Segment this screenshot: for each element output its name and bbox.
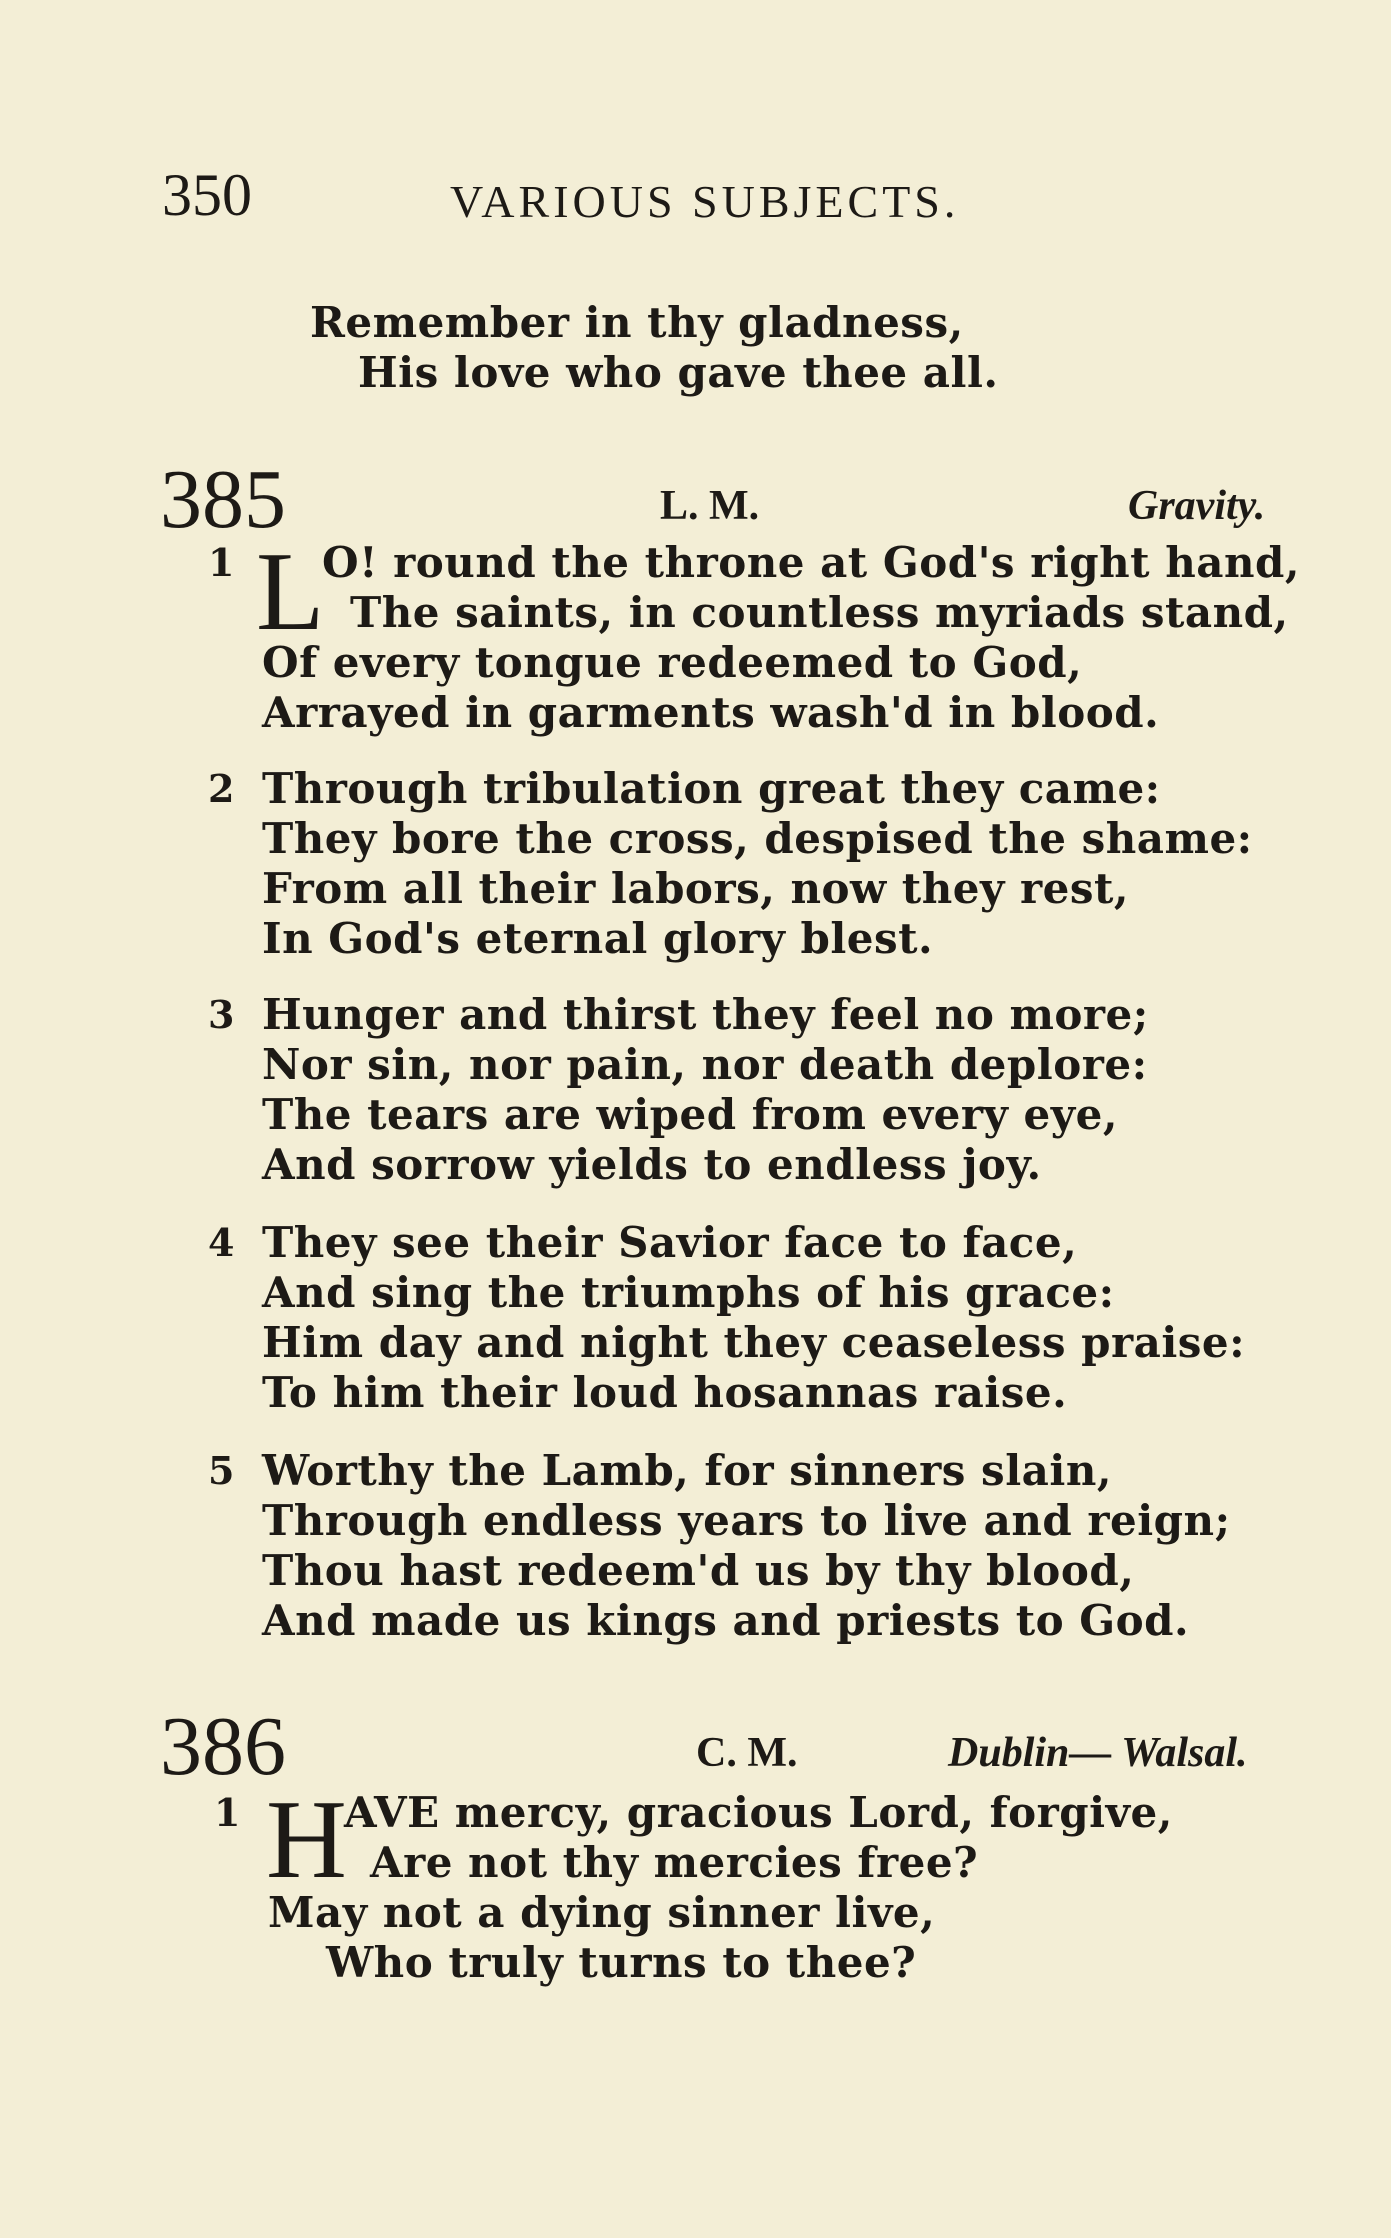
running-title: VARIOUS SUBJECTS. [450, 176, 960, 227]
verse-line: Who truly turns to thee? [326, 1938, 917, 1987]
verse-line: Him day and night they ceaseless praise: [262, 1318, 1246, 1367]
verse-line: In God's eternal glory blest. [262, 914, 934, 963]
stanza-number: 5 [208, 1448, 235, 1493]
verse-line: The saints, in countless myriads stand, [350, 588, 1289, 637]
verse-line: Arrayed in garments wash'd in blood. [262, 688, 1160, 737]
verse-line: Are not thy mercies free? [370, 1838, 979, 1887]
continuation-line: His love who gave thee all. [358, 348, 999, 397]
verse-line: Thou hast redeem'd us by thy blood, [262, 1546, 1135, 1595]
stanza-number: 1 [214, 1790, 241, 1835]
stanza-number: 3 [208, 992, 235, 1037]
verse-line: Through endless years to live and reign; [262, 1496, 1231, 1545]
verse-line: May not a dying sinner live, [268, 1888, 936, 1937]
verse-line: Hunger and thirst they feel no more; [262, 990, 1149, 1039]
verse-line: AVE mercy, gracious Lord, forgive, [344, 1788, 1173, 1837]
verse-line: Through tribulation great they came: [262, 764, 1161, 813]
hymn-tune: Gravity. [1128, 483, 1266, 529]
hymn-tune: Dublin— Walsal. [948, 1730, 1248, 1776]
verse-line: O! round the throne at God's right hand, [322, 538, 1300, 587]
verse-line: They bore the cross, despised the shame: [262, 814, 1253, 863]
hymn-meter: C. M. [696, 1730, 798, 1776]
hymn-number: 385 [160, 453, 286, 546]
verse-line: And sorrow yields to endless joy. [262, 1140, 1042, 1189]
verse-line: And made us kings and priests to God. [262, 1596, 1190, 1645]
page-number: 350 [162, 162, 252, 228]
verse-line: Of every tongue redeemed to God, [262, 638, 1083, 687]
stanza-number: 2 [208, 766, 235, 811]
continuation-line: Remember in thy gladness, [310, 298, 964, 347]
hymn-385-header [0, 455, 1391, 545]
running-head [0, 160, 1391, 240]
drop-cap: H [266, 1778, 347, 1902]
verse-line: From all their labors, now they rest, [262, 864, 1129, 913]
verse-line: Nor sin, nor pain, nor death deplore: [262, 1040, 1148, 1089]
drop-cap: L [256, 530, 325, 654]
verse-line: The tears are wiped from every eye, [262, 1090, 1118, 1139]
verse-line: To him their loud hosannas raise. [262, 1368, 1068, 1417]
hymn-number: 386 [160, 1700, 286, 1793]
hymn-386-header [0, 1702, 1391, 1792]
stanza-number: 1 [208, 540, 235, 585]
hymn-meter: L. M. [660, 483, 760, 529]
stanza-number: 4 [208, 1220, 235, 1265]
verse-line: They see their Savior face to face, [262, 1218, 1078, 1267]
verse-line: Worthy the Lamb, for sinners slain, [262, 1446, 1112, 1495]
verse-line: And sing the triumphs of his grace: [262, 1268, 1115, 1317]
